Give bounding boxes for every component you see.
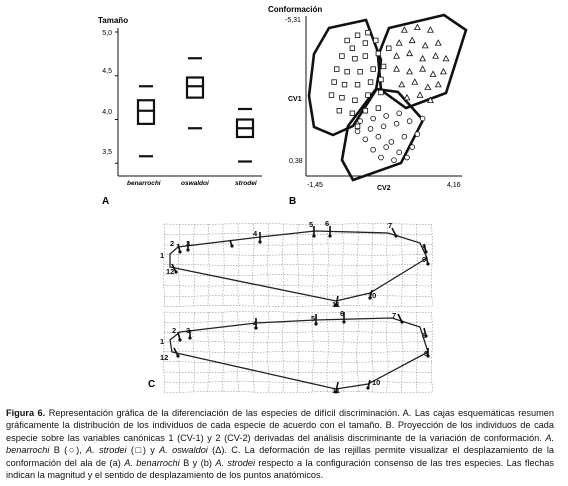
point-benarrochi (389, 140, 394, 145)
landmark-arrows (172, 226, 430, 394)
panel-b-title: Conformación (268, 5, 323, 14)
point-oswaldoi (407, 50, 413, 55)
caption-text: (□) y (126, 445, 160, 456)
landmark-label: 4 (253, 319, 258, 328)
point-strodei (350, 111, 355, 116)
point-strodei (355, 82, 360, 87)
grid-line (163, 312, 165, 392)
point-benarrochi (384, 113, 389, 118)
point-oswaldoi (417, 92, 423, 97)
point-oswaldoi (394, 66, 400, 71)
point-strodei (355, 33, 360, 38)
panel-b-scatter (268, 5, 466, 207)
grid-line (342, 312, 344, 392)
landmark-arrow-head (258, 240, 261, 243)
landmark-arrow-head (188, 336, 191, 339)
point-benarrochi (410, 145, 415, 150)
point-strodei (366, 30, 371, 35)
caption-text: Representación gráfica de la diferenciación de las especies de difícil discriminación. A. Las cajas esquemáticas resumen gráficamente la distribución de los individuos de cada especie de acuerdo con el tamaño. B. Proyección de los individuos de cada especie sobre las variables canónicas 1 (CV-1) y 2 (CV-2) derivadas del análisis discriminante de la variación de conformación. (6, 408, 554, 443)
caption-label: Figura 6. (6, 408, 46, 418)
point-strodei (386, 46, 391, 51)
landmark-label: 7 (392, 311, 397, 320)
landmark-arrow-head (426, 262, 429, 265)
landmark-arrow-head (174, 270, 177, 273)
grid-line (223, 224, 224, 306)
landmark-label: 1 (160, 251, 165, 260)
point-oswaldoi (404, 95, 410, 100)
point-oswaldoi (443, 56, 449, 61)
point-oswaldoi (430, 71, 436, 76)
point-strodei (342, 82, 347, 87)
point-benarrochi (420, 116, 425, 121)
grid-line (431, 312, 433, 392)
point-benarrochi (384, 145, 389, 150)
landmark-label: 12 (160, 353, 169, 362)
landmark-label: 11 (332, 300, 340, 309)
landmark-label: 8 (422, 243, 427, 252)
grid-line (238, 312, 240, 392)
point-oswaldoi (402, 27, 408, 32)
landmark-arrow-head (230, 244, 233, 247)
grid-line (164, 341, 432, 343)
point-benarrochi (358, 119, 363, 124)
point-oswaldoi (412, 79, 418, 84)
grid-line (164, 391, 432, 393)
hull-oswaldoi (378, 15, 466, 108)
box-oswaldoi (187, 78, 203, 98)
panel-a-yticks (102, 30, 112, 156)
point-oswaldoi (428, 27, 434, 32)
panel-a-ylabel: Tamaño (98, 16, 129, 25)
landmark-arrow-head (178, 338, 181, 341)
point-strodei (376, 106, 381, 111)
panel-b-xtick-left: -1,45 (307, 182, 323, 189)
panel-a-ytick: 4,5 (102, 68, 112, 75)
landmark-label: 8 (422, 331, 427, 340)
landmark-arrow-head (394, 234, 397, 237)
panel-a-boxplot (98, 16, 262, 207)
landmark-label: 7 (388, 221, 393, 230)
point-strodei (373, 38, 378, 43)
grid-line (193, 224, 194, 306)
caption-text: (Δ). C. La deformación de las rejillas permite visualizar el desplazamiento de la conformación del ala de (a) (6, 445, 555, 468)
panel-b-ylabel: CV1 (288, 96, 302, 103)
point-strodei (363, 108, 368, 113)
grid-line (164, 275, 432, 276)
grid-line (267, 312, 269, 392)
landmark-label: 3 (186, 239, 191, 248)
landmark-arrow-head (312, 234, 315, 237)
panel-a-xtick: oswaldoi (181, 180, 209, 187)
point-strodei (340, 95, 345, 100)
point-oswaldoi (394, 53, 400, 58)
grid-line (402, 224, 403, 306)
point-oswaldoi (420, 56, 426, 61)
landmark-arrow-head (176, 354, 179, 357)
panel-b-points (329, 24, 449, 162)
landmark-arrow-head (366, 386, 369, 389)
landmark-label: 4 (253, 229, 258, 238)
point-oswaldoi (399, 82, 405, 87)
grid-line (223, 312, 225, 392)
grid-line (357, 224, 358, 306)
point-oswaldoi (407, 69, 413, 74)
panel-a-xtick: strodei (235, 180, 257, 187)
point-benarrochi (415, 132, 420, 137)
point-strodei (340, 54, 345, 59)
grid-line (283, 224, 284, 306)
point-oswaldoi (435, 40, 441, 45)
landmark-arrow-head (400, 320, 403, 323)
panel-a-ytick: 4,0 (102, 109, 112, 116)
landmark-label: 9 (424, 349, 429, 358)
panel-a-label: A (102, 196, 110, 207)
landmark-arrow-head (328, 234, 331, 237)
point-benarrochi (402, 134, 407, 139)
landmark-arrow-head (186, 248, 189, 251)
box-benarrochi (138, 100, 154, 124)
point-strodei (329, 93, 334, 98)
point-strodei (379, 77, 384, 82)
point-benarrochi (405, 155, 410, 160)
point-benarrochi (397, 111, 402, 116)
point-benarrochi (394, 121, 399, 126)
landmark-label: 6 (340, 309, 345, 318)
grid-line (164, 331, 432, 333)
landmark-label: 2 (170, 239, 175, 248)
landmark-label: 12 (166, 267, 175, 276)
panel-b-xlabel: CV2 (377, 185, 391, 192)
grid-line (431, 224, 432, 306)
point-oswaldoi (409, 37, 415, 42)
grid-line (178, 312, 180, 392)
grid-line (164, 305, 432, 306)
landmark-arrow-head (342, 320, 345, 323)
caption-species: A. benarrochi (124, 457, 180, 468)
figure-caption (6, 407, 554, 481)
caption-species: A. strodei (215, 457, 255, 468)
panel-a-ytick: 3,5 (102, 149, 112, 156)
landmark-label: 11 (332, 386, 340, 395)
point-strodei (381, 64, 386, 69)
landmark-label: 9 (422, 255, 427, 264)
panel-a-ytick: 5,0 (102, 30, 112, 37)
point-strodei (363, 54, 368, 59)
landmark-label: 5 (311, 314, 316, 323)
point-strodei (366, 93, 371, 98)
grid-line (164, 361, 432, 363)
point-strodei (355, 124, 360, 129)
landmark-label: 6 (325, 219, 330, 228)
panel-a-xtick: benarrochi (127, 180, 161, 187)
point-benarrochi (376, 134, 381, 139)
panel-c-label: C (148, 379, 156, 390)
grid-line (164, 285, 432, 286)
panel-b-ytick-top: -5,31 (285, 17, 301, 24)
point-strodei (368, 80, 373, 85)
grid-line (312, 312, 314, 392)
point-strodei (345, 69, 350, 74)
landmark-label: 10 (372, 378, 381, 387)
grid-line (208, 312, 210, 392)
point-strodei (358, 69, 363, 74)
point-benarrochi (407, 119, 412, 124)
grid-line (178, 224, 179, 306)
point-oswaldoi (441, 69, 447, 74)
landmark-label: 1 (160, 337, 165, 346)
point-strodei (345, 38, 350, 43)
landmark-labels (160, 219, 428, 395)
deformation-grid-a (163, 223, 432, 306)
grid-line (401, 312, 403, 392)
caption-text: B y (b) (179, 457, 216, 468)
point-benarrochi (363, 137, 368, 142)
point-strodei (371, 67, 376, 72)
point-strodei (332, 80, 337, 85)
landmark-label: 5 (309, 220, 314, 229)
point-oswaldoi (425, 84, 431, 89)
point-oswaldoi (422, 43, 428, 48)
point-benarrochi (379, 155, 384, 160)
grid-line (342, 224, 343, 306)
point-oswaldoi (396, 40, 402, 45)
grid-line (357, 312, 359, 392)
point-benarrochi (355, 129, 360, 134)
caption-text: B (○), (49, 445, 87, 456)
landmark-label: 10 (368, 291, 377, 300)
point-strodei (353, 98, 358, 103)
point-strodei (379, 90, 384, 95)
landmark-arrow-head (178, 250, 181, 253)
point-benarrochi (392, 158, 397, 163)
panel-b-xtick-right: 4,16 (447, 182, 461, 189)
point-oswaldoi (433, 53, 439, 58)
point-strodei (353, 56, 358, 61)
hull-strodei (309, 20, 381, 135)
caption-species: A. strodei (86, 445, 127, 456)
caption-species: A. oswaldoi (159, 445, 208, 456)
point-oswaldoi (420, 66, 426, 71)
point-strodei (376, 51, 381, 56)
grid-line (164, 264, 432, 265)
point-strodei (337, 108, 342, 113)
panel-b-ytick-bottom: 0,38 (289, 158, 303, 165)
point-benarrochi (368, 127, 373, 132)
grid-line (238, 224, 239, 306)
caption-species: A. benarrochi (6, 432, 554, 456)
point-strodei (350, 46, 355, 51)
point-oswaldoi (435, 82, 441, 87)
landmark-label: 2 (172, 326, 177, 335)
landmark-label: 3 (186, 326, 191, 335)
grid-line (163, 224, 164, 306)
point-benarrochi (397, 150, 402, 155)
panel-b-label: B (289, 196, 297, 207)
point-benarrochi (371, 147, 376, 152)
caption-text: respecto a la configuración consenso de las tres especies. Las flechas indican la magnitud y el sentido de desplazamiento de los puntos anatómicos. (6, 457, 555, 481)
point-strodei (363, 41, 368, 46)
panel-a-boxes (115, 32, 253, 163)
point-benarrochi (371, 116, 376, 121)
point-benarrochi (381, 124, 386, 129)
point-oswaldoi (415, 24, 421, 29)
grid-line (282, 312, 284, 392)
panel-c-deformation-grids (148, 219, 433, 395)
grid-line (416, 312, 418, 392)
grid-line (193, 312, 195, 392)
point-strodei (334, 67, 339, 72)
